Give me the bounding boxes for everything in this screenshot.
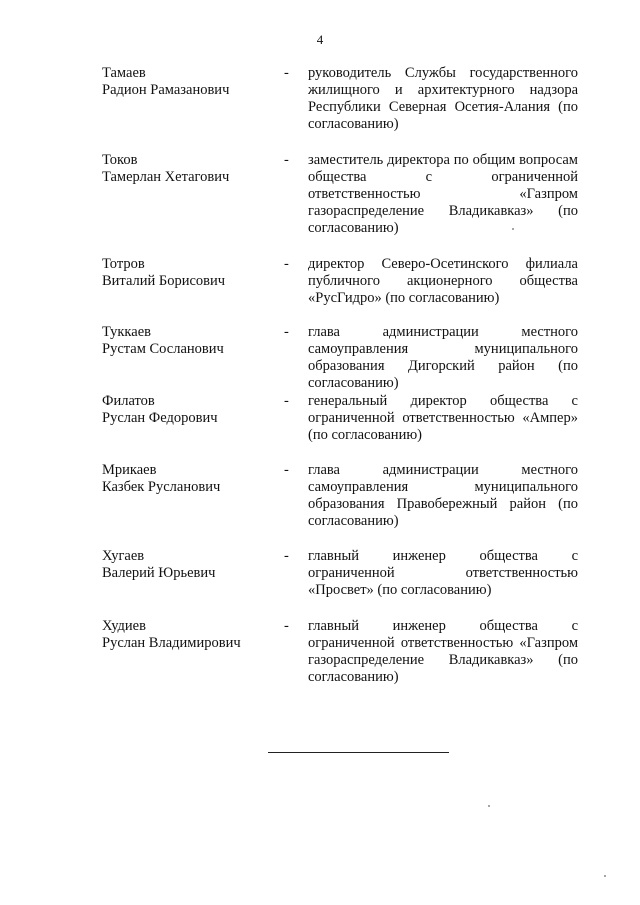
surname: Филатов <box>102 393 155 409</box>
member-position: директор Северо-Осетинского филиала публичного акционерного общества «РусГидро» (по согласованию) <box>308 256 578 306</box>
member-position: глава администрации местного самоуправления муниципального образования Дигорский район (по согласованию) <box>308 324 578 391</box>
surname: Тамаев <box>102 65 146 81</box>
given-names: Казбек Русланович <box>102 479 221 495</box>
member-position: главный инженер общества с ограниченной ответственностью «Просвет» (по согласованию) <box>308 548 578 598</box>
surname: Туккаев <box>102 324 151 340</box>
surname: Хугаев <box>102 548 145 564</box>
page-number: 4 <box>316 32 324 47</box>
dash-separator: - <box>284 462 289 478</box>
dash-separator: - <box>284 256 289 272</box>
scan-speck <box>488 805 490 807</box>
given-names: Руслан Федорович <box>102 410 218 426</box>
given-names: Руслан Владимирович <box>102 635 241 651</box>
member-position: генеральный директор общества с ограниченной ответственностью «Ампер» (по согласованию) <box>308 393 578 443</box>
given-names: Тамерлан Хетагович <box>102 169 230 185</box>
member-name <box>102 152 272 186</box>
member-position: руководитель Службы государственного жилищного и архитектурного надзора Республики Северная Осетия-Алания (по согласованию) <box>308 65 578 132</box>
surname: Худиев <box>102 618 146 634</box>
surname: Мрикаев <box>102 462 157 478</box>
dash-separator: - <box>284 324 289 340</box>
given-names: Радион Рамазанович <box>102 82 230 98</box>
member-position: главный инженер общества с ограниченной ответственностью «Газпром газораспределение Владикавказ» (по согласованию) <box>308 618 578 685</box>
dash-separator: - <box>284 618 289 634</box>
scan-speck <box>604 875 606 877</box>
given-names: Рустам Сосланович <box>102 341 224 357</box>
surname: Тотров <box>102 256 145 272</box>
dash-separator: - <box>284 393 289 409</box>
member-name <box>102 618 272 652</box>
end-rule <box>268 752 449 753</box>
member-position: глава администрации местного самоуправления муниципального образования Правобережный район (по согласованию) <box>308 462 578 529</box>
scan-speck <box>512 228 514 230</box>
given-names: Валерий Юрьевич <box>102 565 216 581</box>
member-name <box>102 393 272 427</box>
member-position: заместитель директора по общим вопросам общества с ограниченной ответственностью «Газпром газораспределение Владикавказ» (по согласованию) <box>308 152 578 236</box>
dash-separator: - <box>284 548 289 564</box>
member-name <box>102 256 272 290</box>
member-name <box>102 548 272 582</box>
given-names: Виталий Борисович <box>102 273 226 289</box>
member-name <box>102 324 272 358</box>
member-name <box>102 462 272 496</box>
surname: Токов <box>102 152 138 168</box>
dash-separator: - <box>284 152 289 168</box>
dash-separator: - <box>284 65 289 81</box>
member-name <box>102 65 272 99</box>
